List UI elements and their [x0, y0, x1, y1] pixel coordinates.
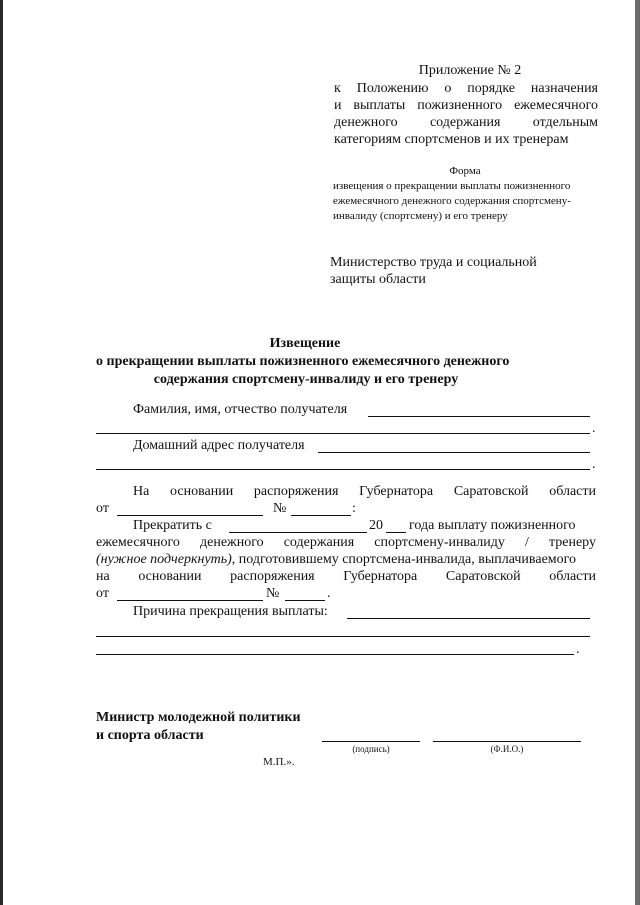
appendix-line-2: и выплаты пожизненного ежемесячного — [334, 98, 598, 113]
reason-field-3[interactable] — [96, 654, 574, 655]
notice-subtitle-line-2: содержания спортсмену-инвалиду и его тренеру — [153, 372, 459, 387]
stop-year-prefix: 20 — [369, 518, 383, 533]
underline-hint: (нужное подчеркнуть) — [96, 552, 232, 567]
basis-line: На основании распоряжения Губернатора Саратовской области — [133, 484, 596, 499]
stop-basis-number-field[interactable] — [285, 600, 325, 601]
stop-basis-date-field[interactable] — [117, 600, 263, 601]
stop-year-field[interactable] — [386, 532, 406, 533]
signer-position-line-2: и спорта области — [96, 728, 204, 743]
form-label: Форма — [449, 165, 481, 177]
recipient-name-field-2[interactable] — [96, 433, 590, 434]
signer-position-line-1: Министр молодежной политики — [96, 710, 301, 725]
full-name-field[interactable] — [433, 741, 581, 742]
recipient-name-field[interactable] — [368, 416, 590, 417]
scan-left-edge — [0, 0, 3, 905]
stop-line-4-rest: , подготовившему спортсмена-инвалида, выплачиваемого — [231, 552, 577, 567]
address-period: . — [592, 457, 596, 472]
stop-from-label: от — [96, 586, 109, 601]
reason-period: . — [576, 642, 580, 657]
notice-title: Извещение — [269, 336, 341, 351]
ministry-line-1: Министерство труда и социальной — [330, 255, 537, 270]
reason-field[interactable] — [347, 618, 590, 619]
full-name-caption: (Ф.И.О.) — [490, 744, 524, 754]
basis-number-field[interactable] — [291, 515, 351, 516]
recipient-name-label: Фамилия, имя, отчество получателя — [133, 402, 348, 417]
ministry-line-2: защиты области — [330, 272, 426, 287]
form-line-1: извещения о прекращении выплаты пожизненного — [333, 180, 571, 192]
address-field[interactable] — [318, 452, 590, 453]
stop-label: Прекратить с — [133, 518, 212, 533]
reason-label: Причина прекращения выплаты: — [133, 604, 328, 619]
stop-period: . — [327, 586, 331, 601]
stop-number-label: № — [266, 586, 280, 601]
form-line-2: ежемесячного денежного содержания спортсмену- — [333, 195, 571, 207]
form-line-3: инвалиду (спортсмену) и его тренеру — [333, 210, 508, 222]
reason-field-2[interactable] — [96, 636, 590, 637]
appendix-title: Приложение № 2 — [418, 63, 522, 78]
notice-subtitle-line-1: о прекращении выплаты пожизненного ежемесячного денежного — [96, 354, 510, 369]
appendix-line-4: категориям спортсменов и их тренерам — [334, 132, 569, 147]
basis-date-field[interactable] — [117, 515, 263, 516]
basis-colon: : — [352, 501, 356, 516]
recipient-name-period: . — [592, 421, 596, 436]
signature-field[interactable] — [322, 741, 420, 742]
appendix-line-1: к Положению о порядке назначения — [334, 81, 598, 96]
appendix-line-3: денежного содержания отдельным — [334, 115, 598, 130]
scan-right-edge — [635, 0, 640, 905]
basis-from-label: от — [96, 501, 109, 516]
signature-caption: (подпись) — [352, 744, 390, 754]
stop-year-suffix: года выплату пожизненного — [409, 518, 576, 533]
address-label: Домашний адрес получателя — [133, 438, 305, 453]
basis-number-label: № — [273, 501, 287, 516]
address-field-2[interactable] — [96, 469, 590, 470]
stop-line-3: ежемесячного денежного содержания спортсмену-инвалиду / тренеру — [96, 535, 596, 550]
stop-line-5: на основании распоряжения Губернатора Саратовской области — [96, 569, 596, 584]
stamp-place: М.П.». — [263, 756, 295, 768]
stop-line-4 — [96, 551, 598, 568]
stop-date-field[interactable] — [229, 532, 367, 533]
